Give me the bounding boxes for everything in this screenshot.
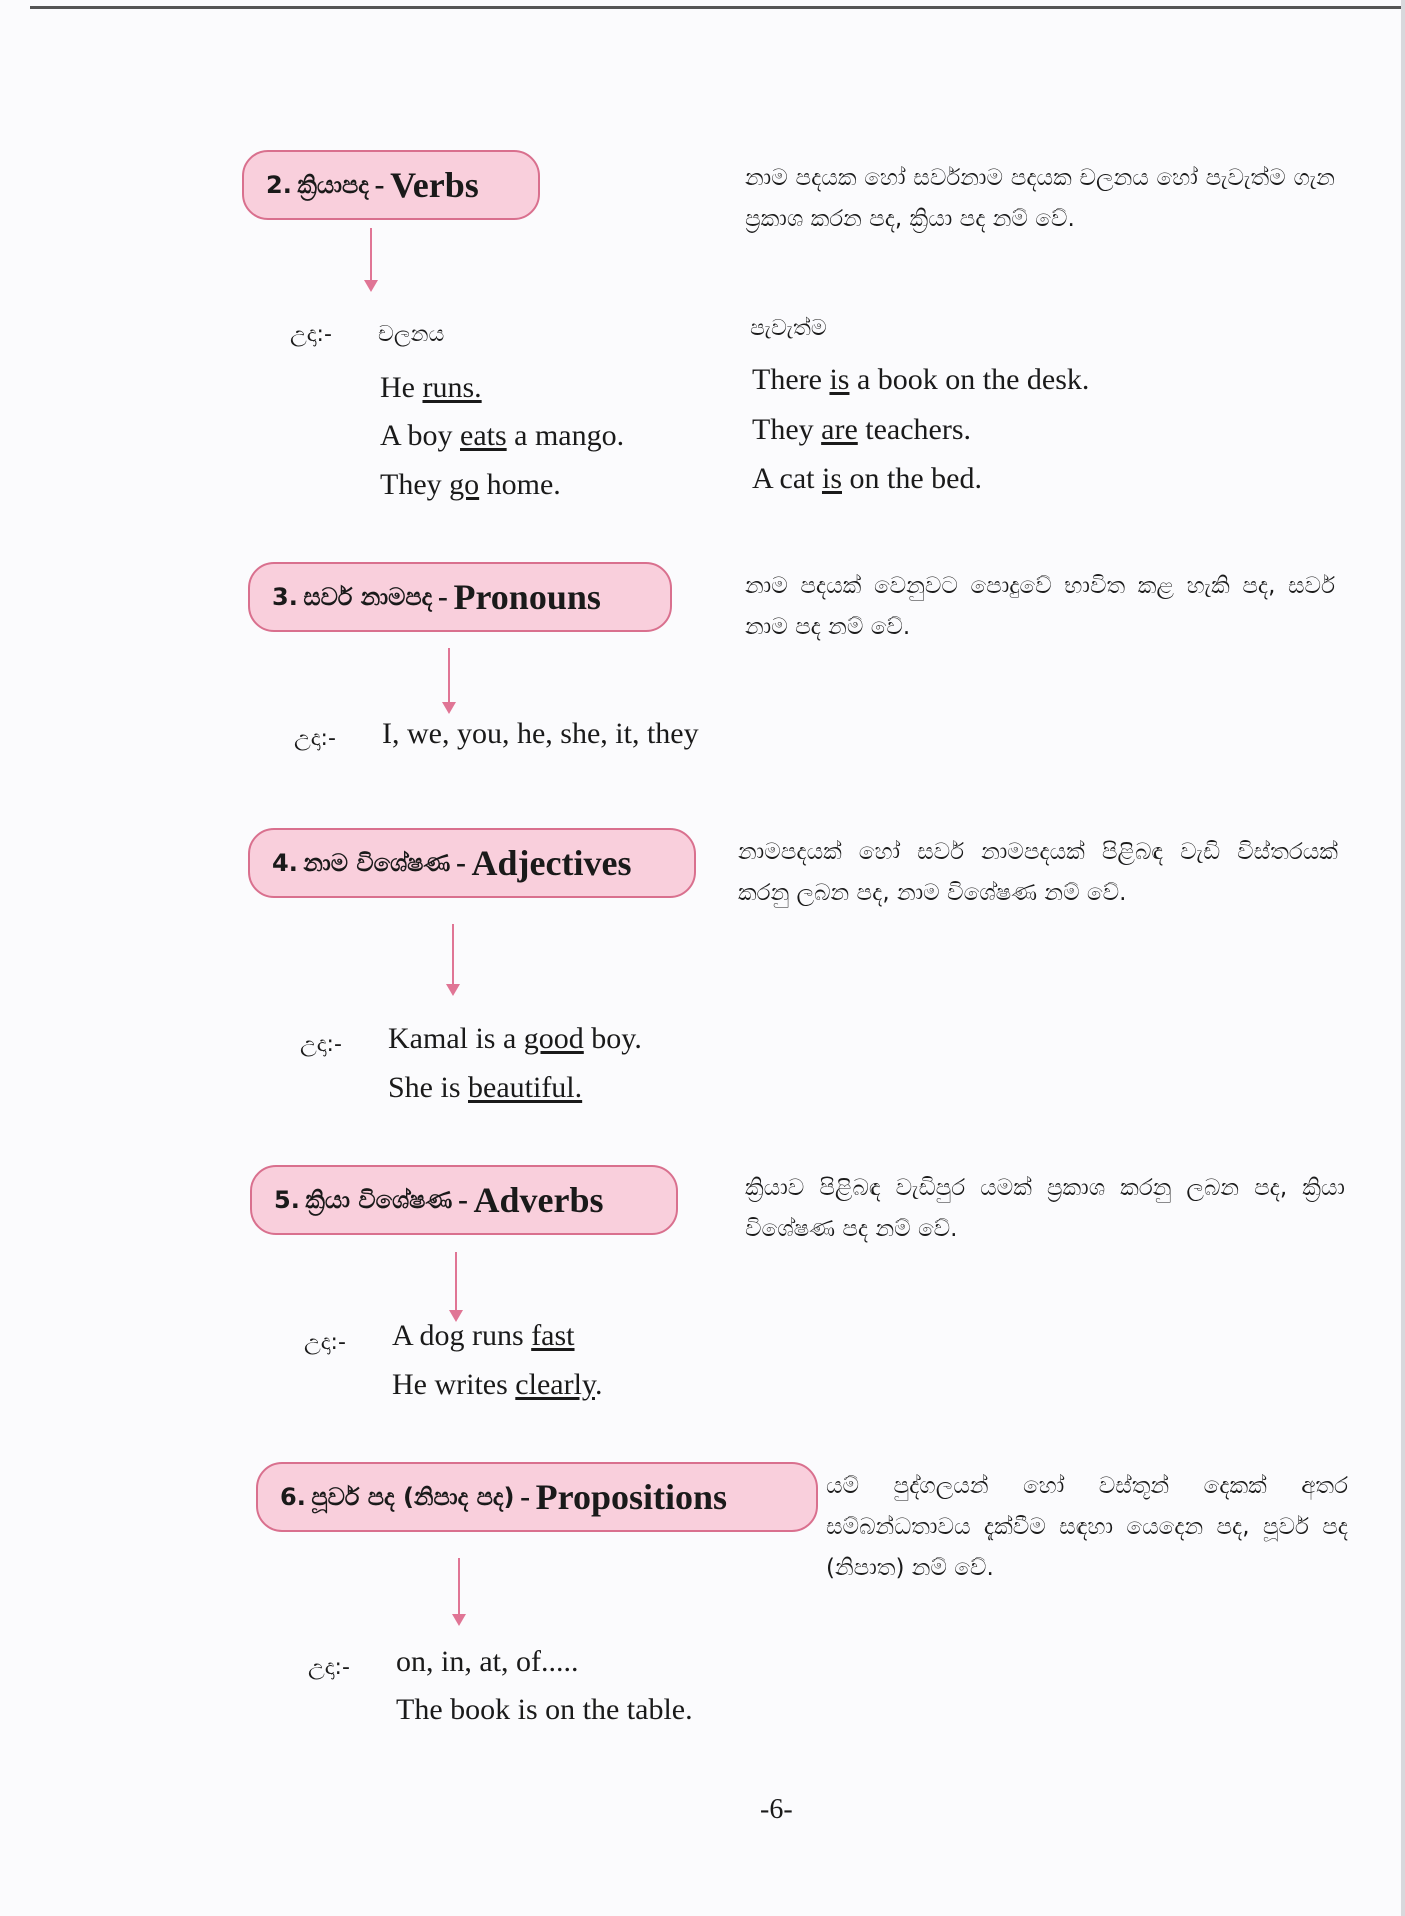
section-description-pronouns: නාම පදයක් වෙනුවට පොදුවේ භාවිත කළ හැකි පද, සර්ව නාම පද නම් වේ. xyxy=(745,573,1335,640)
section-sinhala-title: පූර්ව පද (නිපාද පද) xyxy=(311,1483,515,1511)
example-label: උදා:- xyxy=(304,1330,346,1355)
section-description-verbs: නාම පදයක හෝ සර්වනාම පදයක චලනය හෝ පැවැත්ම ගැන ප්‍රකාශ කරන පද, ක්‍රියා පද නම් වේ. xyxy=(745,165,1335,232)
section-description-propositions: යම් පුද්ගලයන් හෝ වස්තූන් දෙකක් අතර සම්බන්ධතාවය දැක්වීම සඳහා යෙදෙන පද, පූර්ව පද (නිපාත) නම් වේ. xyxy=(826,1473,1348,1581)
example-label: උදා:- xyxy=(300,1032,342,1057)
section-heading-adjectives xyxy=(248,828,696,898)
example-sentence: They are teachers. xyxy=(752,413,972,446)
section-sinhala-title: ක්‍රියාපද xyxy=(297,171,369,199)
section-separator: - xyxy=(520,1480,531,1513)
section-number: 3. xyxy=(272,583,298,611)
page-number: -6- xyxy=(760,1794,793,1825)
section-separator: - xyxy=(455,846,466,879)
example-sentence: A cat is on the bed. xyxy=(752,462,982,495)
section-english-title: Pronouns xyxy=(453,577,601,617)
section-english-title: Adjectives xyxy=(471,843,632,883)
example-label: උදා:- xyxy=(294,726,336,751)
down-arrow-icon xyxy=(458,1558,460,1624)
section-heading-pronouns xyxy=(248,562,672,632)
page-top-rule xyxy=(30,6,1405,9)
section-number: 6. xyxy=(280,1483,306,1511)
down-arrow-icon xyxy=(455,1252,457,1320)
example-sentence: They go home. xyxy=(380,468,561,501)
section-english-title: Propositions xyxy=(535,1477,728,1517)
example-sentence: The book is on the table. xyxy=(396,1693,693,1726)
example-sentence: A boy eats a mango. xyxy=(380,419,625,452)
section-sinhala-title: ක්‍රියා විශේෂණ xyxy=(305,1186,453,1214)
example-sentence: There is a book on the desk. xyxy=(752,363,1090,396)
section-number: 4. xyxy=(272,849,298,877)
section-heading-verbs xyxy=(242,150,540,220)
example-sentence: He writes clearly. xyxy=(392,1368,603,1401)
section-number: 2. xyxy=(266,171,292,199)
section-number: 5. xyxy=(274,1186,300,1214)
section-heading-propositions xyxy=(256,1462,818,1532)
example-sentence: She is beautiful. xyxy=(388,1071,583,1104)
section-sinhala-title: සර්ව නාමපද xyxy=(303,583,433,611)
example-label: උදා:- xyxy=(308,1655,350,1680)
down-arrow-icon xyxy=(452,924,454,994)
example-sentence: on, in, at, of..... xyxy=(396,1645,579,1678)
example-sentence: He runs. xyxy=(380,371,482,404)
section-heading-adverbs xyxy=(250,1165,678,1235)
section-description-adverbs: ක්‍රියාව පිළිබඳ වැඩිපුර යමක් ප්‍රකාශ කරනු ලබන පද, ක්‍රියා විශේෂණ පද නම් වේ. xyxy=(745,1175,1345,1242)
section-english-title: Adverbs xyxy=(473,1180,604,1220)
motion-heading: චලනය xyxy=(378,322,445,347)
section-description-adjectives: නාමපදයක් හෝ සර්ව නාමපදයක් පිළිබඳ වැඩි විස්තරයක් කරනු ලබන පද, නාම විශේෂණ නම් වේ. xyxy=(738,839,1338,906)
example-sentence: A dog runs fast xyxy=(392,1319,575,1352)
example-sentence: I, we, you, he, she, it, they xyxy=(382,717,699,750)
down-arrow-icon xyxy=(370,228,372,290)
section-separator: - xyxy=(374,168,385,201)
existence-heading: පැවැත්ම xyxy=(750,316,827,341)
section-separator: - xyxy=(457,1183,468,1216)
down-arrow-icon xyxy=(448,648,450,712)
example-label: උදා:- xyxy=(290,322,332,347)
example-sentence: Kamal is a good boy. xyxy=(388,1022,642,1055)
section-sinhala-title: නාම විශේෂණ xyxy=(303,849,451,877)
section-separator: - xyxy=(437,580,448,613)
section-english-title: Verbs xyxy=(390,165,479,205)
page-right-edge xyxy=(1401,0,1405,1916)
